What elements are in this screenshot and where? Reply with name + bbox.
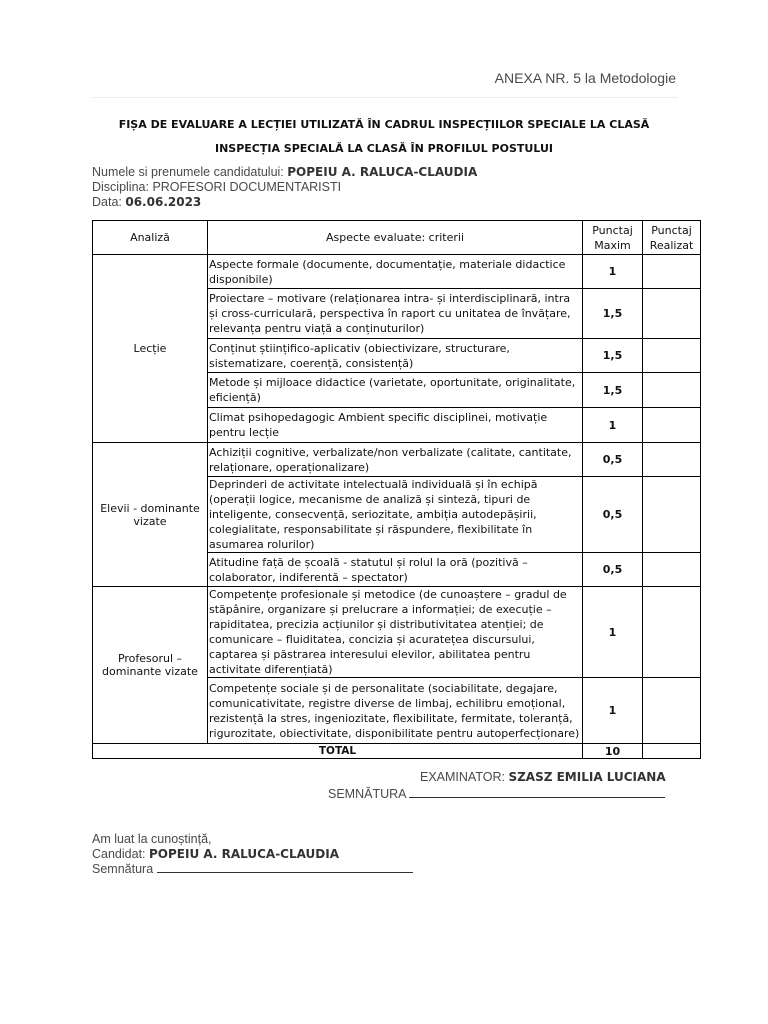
total-label: TOTAL (93, 744, 583, 759)
document-title: FIȘA DE EVALUARE A LECȚIEI UTILIZATĂ ÎN CADRUL INSPECȚIILOR SPECIALE LA CLASĂ (118, 118, 650, 131)
date-value: 06.06.2023 (125, 195, 202, 209)
header-analysis: Analiză (93, 221, 208, 255)
acknowledgement-block (92, 832, 413, 877)
criterion-text: Competențe profesionale și metodice (de cunoaștere – gradul de stăpânire, organizare și prelucrare a informației; de execuție – rapiditatea, precizia acțiunilor și distributivitatea atenției; de comunicare – fluiditatea, concizia și acuratețea discursului, captarea și păstrarea interesului elevilor, abilitatea pentru activitate diferențiată) (208, 587, 583, 678)
discipline-label: Disciplina: (92, 180, 153, 194)
examiner-label: EXAMINATOR: (420, 770, 509, 784)
table-header-row (93, 221, 701, 255)
candidate-name-label: Numele si prenumele candidatului: (92, 165, 288, 179)
annex-label: ANEXA NR. 5 la Metodologie (494, 70, 676, 86)
realized-score-cell[interactable] (643, 289, 701, 339)
examiner-line (420, 770, 666, 784)
criterion-text: Metode și mijloace didactice (varietate, oportunitate, originalitate, eficiență) (208, 373, 583, 408)
header-max-score: Punctaj Maxim (583, 221, 643, 255)
table-row (93, 255, 701, 289)
max-score: 0,5 (583, 443, 643, 477)
ack-candidate-name: POPEIU A. RALUCA-CLAUDIA (148, 847, 339, 861)
realized-score-cell[interactable] (643, 255, 701, 289)
candidate-signature-field[interactable] (157, 862, 413, 873)
total-row (93, 744, 701, 759)
candidate-name-line (92, 165, 477, 180)
group-label-students: Elevii - dominante vizate (93, 443, 208, 587)
criterion-text: Deprinderi de activitate intelectuală individuală și în echipă (operații logice, mecanisme de analiză și sinteză, tipuri de inteligente, consecvență, seriozitate, ambiția autodepășirii, colegialitate, responsabilitate și răspundere, flexibilitate în asumarea rolurilor) (208, 477, 583, 553)
examiner-signature-label: SEMNĂTURA (328, 787, 410, 801)
max-score: 1,5 (583, 339, 643, 373)
group-label-teacher: Profesorul – dominante vizate (93, 587, 208, 744)
realized-score-cell[interactable] (643, 477, 701, 553)
evaluation-table (92, 220, 701, 759)
max-score: 1 (583, 587, 643, 678)
date-label: Data: (92, 195, 126, 209)
realized-score-cell[interactable] (643, 339, 701, 373)
ack-candidate-label: Candidat: (92, 847, 149, 861)
max-score: 0,5 (583, 553, 643, 587)
examiner-signature-field[interactable] (409, 787, 665, 798)
acknowledgement-text: Am luat la cunoștință, (92, 832, 212, 846)
header-divider (92, 97, 678, 98)
criterion-text: Achiziții cognitive, verbalizate/non verbalizate (calitate, cantitate, relaționare, operaționalizare) (208, 443, 583, 477)
max-score: 1 (583, 255, 643, 289)
discipline-value: PROFESORI DOCUMENTARISTI (152, 180, 342, 194)
realized-score-cell[interactable] (643, 553, 701, 587)
ack-candidate-line (92, 847, 413, 862)
discipline-line (92, 180, 477, 195)
document-subtitle: INSPECȚIA SPECIALĂ LA CLASĂ ÎN PROFILUL POSTULUI (215, 142, 553, 155)
examiner-signature-line (328, 787, 665, 801)
ack-signature-label: Semnătura (92, 862, 157, 876)
criterion-text: Aspecte formale (documente, documentație, materiale didactice disponibile) (208, 255, 583, 289)
total-realized-score-cell[interactable] (643, 744, 701, 759)
table-row (93, 587, 701, 678)
date-line (92, 195, 477, 210)
criterion-text: Climat psihopedagogic Ambient specific disciplinei, motivație pentru lecție (208, 408, 583, 443)
total-max-score: 10 (583, 744, 643, 759)
realized-score-cell[interactable] (643, 408, 701, 443)
realized-score-cell[interactable] (643, 678, 701, 744)
max-score: 1 (583, 678, 643, 744)
criterion-text: Proiectare – motivare (relaționarea intra- și interdisciplinară, intra și cross-curriculară, perspectiva în raport cu unitatea de învățare, relevanța pentru viață a conținuturilor) (208, 289, 583, 339)
header-criteria: Aspecte evaluate: criterii (208, 221, 583, 255)
criterion-text: Conținut științifico-aplicativ (obiectivizare, structurare, sistematizare, coerență, consistență) (208, 339, 583, 373)
criterion-text: Competențe sociale și de personalitate (sociabilitate, degajare, comunicativitate, registre diverse de limbaj, echilibru emoțional, rezistență la stres, ingeniozitate, flexibilitate, fermitate, toleranță, rigurozitate, obiectivitate, disponibilitate pentru autoperfecționare) (208, 678, 583, 744)
table-row (93, 443, 701, 477)
examiner-name: SZASZ EMILIA LUCIANA (508, 770, 666, 784)
candidate-name: POPEIU A. RALUCA-CLAUDIA (287, 165, 478, 179)
realized-score-cell[interactable] (643, 373, 701, 408)
max-score: 1,5 (583, 289, 643, 339)
header-realized-score: Punctaj Realizat (643, 221, 701, 255)
group-label-lesson: Lecție (93, 255, 208, 443)
max-score: 0,5 (583, 477, 643, 553)
ack-signature-line (92, 862, 413, 877)
max-score: 1 (583, 408, 643, 443)
realized-score-cell[interactable] (643, 587, 701, 678)
candidate-info (92, 165, 477, 210)
max-score: 1,5 (583, 373, 643, 408)
realized-score-cell[interactable] (643, 443, 701, 477)
criterion-text: Atitudine față de școală - statutul și rolul la oră (pozitivă – colaborator, indiferentă – spectator) (208, 553, 583, 587)
